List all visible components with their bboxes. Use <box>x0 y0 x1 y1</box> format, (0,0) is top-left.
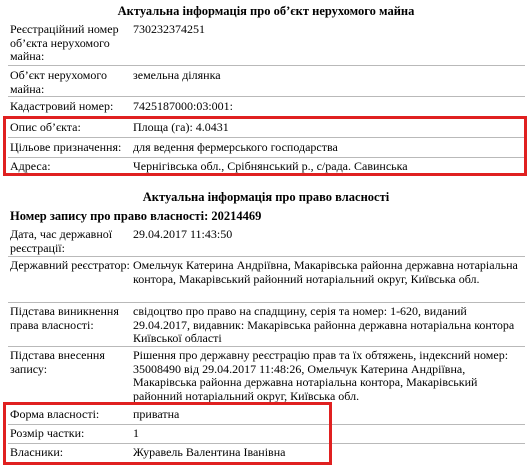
row-entry-basis <box>10 349 525 403</box>
value-ownership-form: приватна <box>133 407 180 421</box>
label-share-size: Розмір частки: <box>10 426 85 440</box>
divider <box>8 256 525 257</box>
label-ownership-basis: Підстава виникнення права власності: <box>10 304 119 332</box>
value-address: Чернігівська обл., Срібнянський р., с/рада. Савинська <box>133 159 408 173</box>
value-entry-basis: Рішення про державну реєстрацію прав та їх обтяжень, індексний номер: 35008490 від 29.04.2017 11:48:26, Омельчук Катерина Андріївна, Макарівська районна державна нотаріальна контора, Макарівський районний нотаріальний округ, Київська обл. <box>133 348 509 403</box>
label-cadastral-number: Кадастровий номер: <box>10 99 114 113</box>
row-object-type <box>10 69 525 96</box>
value-cadastral-number: 7425187000:03:001: <box>133 99 234 113</box>
label-state-registrar: Державний реєстратор: <box>10 258 130 272</box>
value-share-size: 1 <box>133 426 139 440</box>
ownership-record-number: Номер запису про право власності: 20214469 <box>10 209 262 223</box>
divider <box>8 346 525 347</box>
value-owners: Журавель Валентина Іванівна <box>133 445 286 459</box>
label-registration-number: Реєстраційний номер об’єкта нерухомого майна: <box>10 22 119 63</box>
row-ownership-basis <box>10 305 525 346</box>
value-purpose: для ведення фермерського господарства <box>133 140 338 154</box>
row-state-registrar <box>10 259 525 300</box>
divider <box>8 96 525 97</box>
label-address: Адреса: <box>10 159 51 173</box>
value-ownership-basis: свідоцтво про право на спадщину, серія та номер: 1-620, виданий 29.04.2017, видавник: Макарівська районна державна нотаріальна контора Київської області <box>133 304 515 345</box>
value-registration-number: 730232374251 <box>133 22 205 36</box>
value-state-registrar: Омельчук Катерина Андріївна, Макарівська районна державна нотаріальна контора, Макарівський районний нотаріальний округ, Київська обл. <box>133 258 518 286</box>
row-cadastral-number <box>10 100 525 114</box>
label-registration-datetime: Дата, час державної реєстрації: <box>10 227 113 255</box>
value-registration-datetime: 29.04.2017 11:43:50 <box>133 227 233 241</box>
highlight-box-ownership-details <box>3 402 332 465</box>
object-section-heading: Актуальна інформація про об’єкт нерухомого майна <box>117 4 415 18</box>
highlight-box-object-details <box>3 116 527 176</box>
row-registration-number <box>10 23 525 64</box>
row-registration-datetime <box>10 228 525 255</box>
divider <box>8 302 525 303</box>
label-object-description: Опис об’єкта: <box>10 120 81 134</box>
label-owners: Власники: <box>10 445 64 459</box>
value-object-description: Площа (га): 4.0431 <box>133 120 229 134</box>
label-object-type: Об’єкт нерухомого майна: <box>10 68 107 96</box>
divider <box>8 65 525 66</box>
label-ownership-form: Форма власності: <box>10 407 100 421</box>
label-entry-basis: Підстава внесення запису: <box>10 348 105 376</box>
label-purpose: Цільове призначення: <box>10 140 122 154</box>
ownership-section-heading: Актуальна інформація про право власності <box>142 190 390 204</box>
value-object-type: земельна ділянка <box>133 68 221 82</box>
